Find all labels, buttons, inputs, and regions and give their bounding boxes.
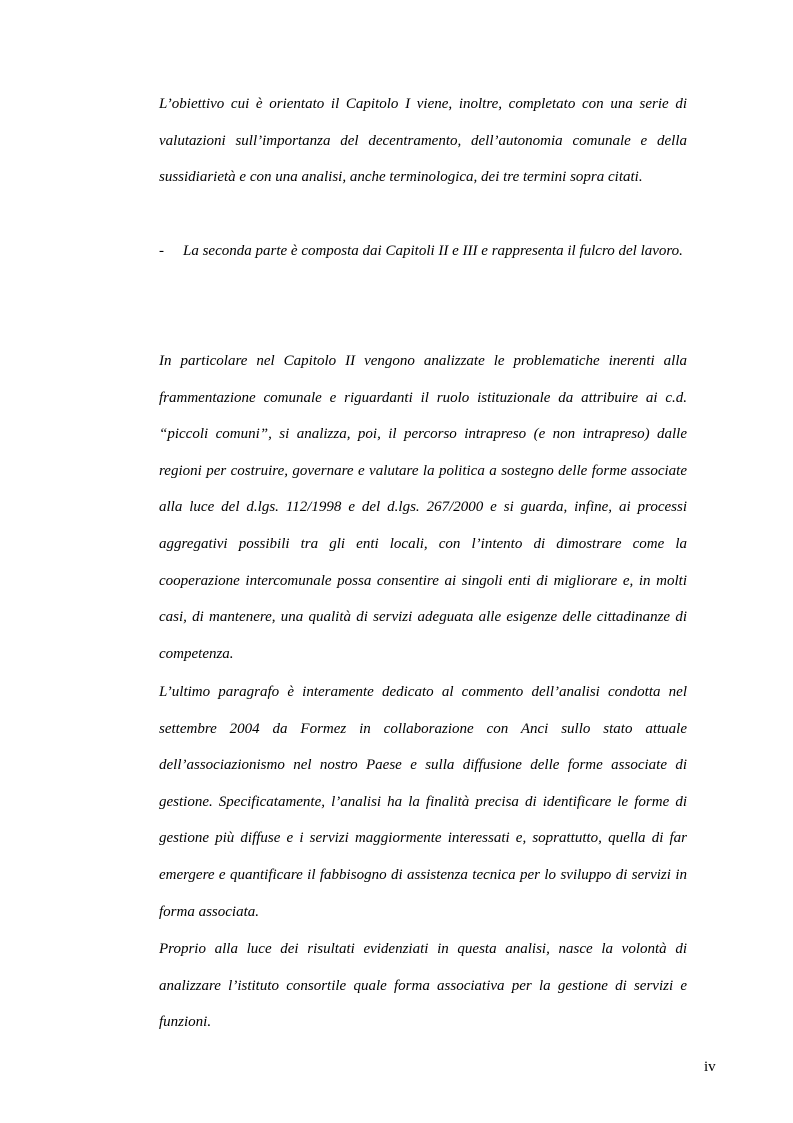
page-number: iv [704, 1059, 716, 1075]
bullet-text: La seconda parte è composta dai Capitoli II e III e rappresenta il fulcro del lavoro. [183, 243, 683, 259]
paragraph-last-section: L’ultimo paragrafo è interamente dedicato al commento dell’analisi condotta nel settembre 2004 da Formez in collaborazione con Anci sullo stato attuale dell’associazionismo nel nostro Paese e sulla diffusione delle forme associate di gestione. Specificatamente, l’analisi ha la finalità precisa di identificare le forme di gestione più diffuse e i servizi maggiormente interessati e, soprattutto, quella di far emergere e quantificare il fabbisogno di assistenza tecnica per lo sviluppo di servizi in forma associata. [159, 684, 687, 920]
paragraph-intro: L’obiettivo cui è orientato il Capitolo I viene, inoltre, completato con una serie di valutazioni sull’importanza del decentramento, dell’autonomia comunale e della sussidiarietà e con una analisi, anche terminologica, dei tre termini sopra citati. [159, 96, 687, 186]
bullet-marker: - [159, 243, 164, 259]
paragraph-conclusion: Proprio alla luce dei risultati evidenziati in questa analisi, nasce la volontà di analizzare l’istituto consortile quale forma associativa per la gestione di servizi e funzioni. [159, 941, 687, 1031]
paragraph-chapter-two: In particolare nel Capitolo II vengono analizzate le problematiche inerenti alla frammentazione comunale e riguardanti il ruolo istituzionale da attribuire ai c.d. “piccoli comuni”, si analizza, poi, il percorso intrapreso (e non intrapreso) dalle regioni per costruire, governare e valutare la politica a sostegno delle forme associate alla luce del d.lgs. 112/1998 e del d.lgs. 267/2000 e si guarda, infine, ai processi aggregativi possibili tra gli enti locali, con l’intento di dimostrare come la cooperazione intercomunale possa consentire ai singoli enti di migliorare e, in molti casi, di mantenere, una qualità di servizi adeguata alle esigenze delle cittadinanze di competenza. [159, 353, 687, 662]
bullet-item [159, 233, 687, 270]
